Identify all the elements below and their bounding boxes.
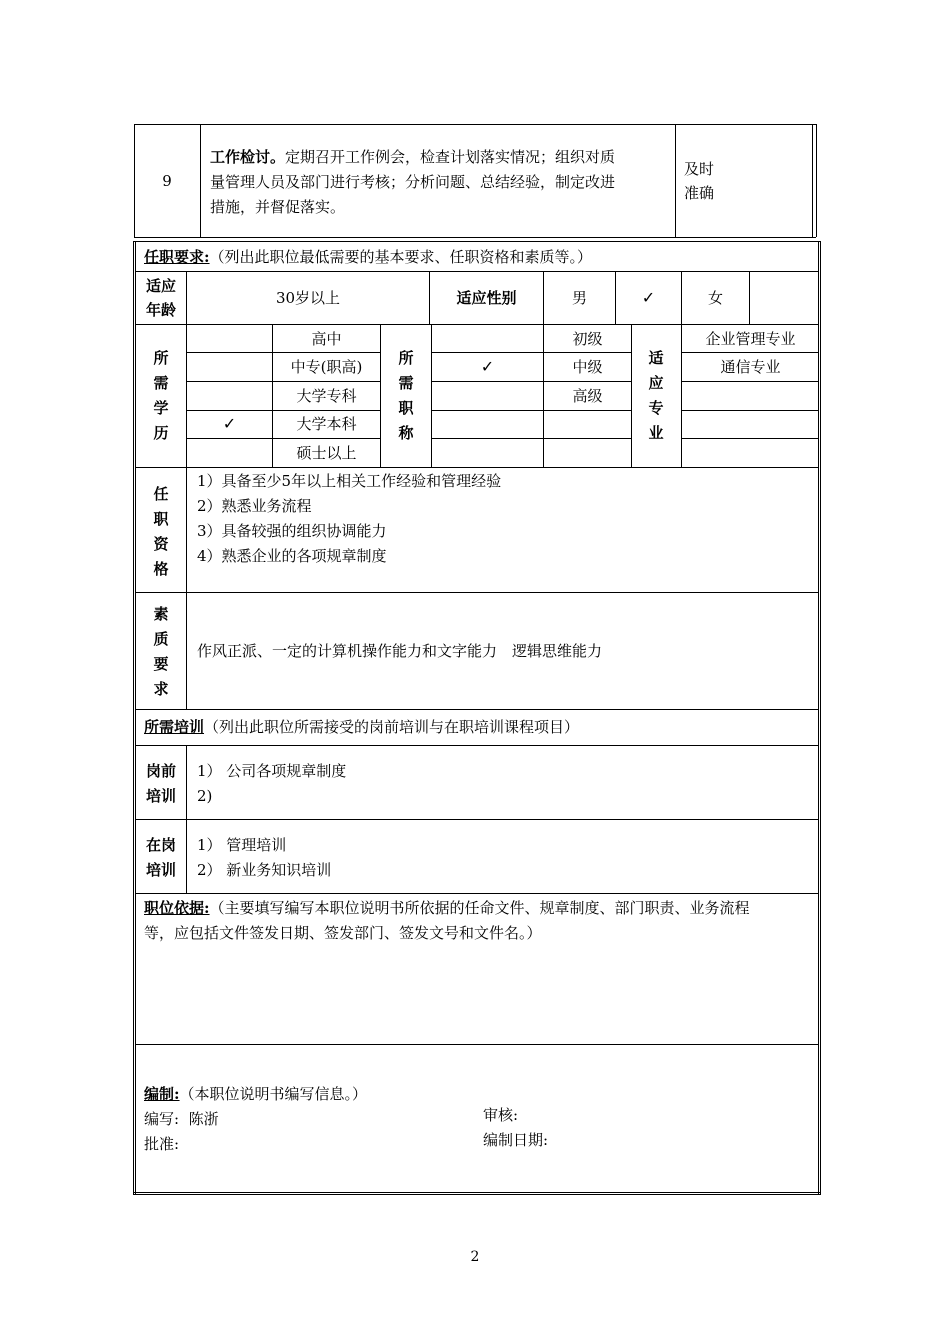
requirements-title: 任职要求: — [144, 248, 210, 266]
qualification-label: 任 职 资 格 — [153, 485, 169, 578]
education-check: ✓ — [222, 414, 237, 433]
page-number: 2 — [470, 1249, 480, 1265]
requirements-header — [144, 246, 592, 268]
pre-training-item: 2) — [197, 787, 213, 805]
basis-header — [144, 897, 750, 919]
education-level: 大学专科 — [296, 387, 357, 405]
reviewer-label: 审核: — [483, 1106, 519, 1124]
training-title: 所需培训 — [144, 718, 205, 736]
gender-label: 适应性别 — [456, 289, 517, 307]
title-label: 所 需 职 称 — [398, 349, 414, 442]
education-label: 所 需 学 历 — [153, 349, 169, 442]
education-level: 硕士以上 — [296, 444, 357, 462]
qualification-item: 3）具备较强的组织协调能力 — [197, 522, 387, 540]
task-standard-line1: 及时 — [684, 160, 715, 178]
gender-male-check: ✓ — [641, 288, 656, 307]
approver-label: 批准: — [144, 1135, 180, 1153]
major-item: 企业管理专业 — [705, 330, 796, 348]
training-header — [144, 716, 579, 738]
onjob-training-label-2: 培训 — [145, 861, 176, 879]
task-desc-line3: 措施，并督促落实。 — [210, 198, 346, 216]
age-value: 30岁以上 — [275, 289, 341, 307]
education-level: 中专(职高) — [290, 358, 363, 376]
basis-note-line2: 等，应包括文件签发日期、签发部门、签发文号和文件名。） — [144, 924, 542, 942]
training-note: （列出此职位所需接受的岗前培训与在职培训课程项目） — [204, 718, 580, 736]
task-title: 工作检讨。 — [210, 148, 286, 166]
gender-female: 女 — [707, 289, 723, 307]
pre-training-item: 1） 公司各项规章制度 — [197, 762, 347, 780]
task-number: 9 — [162, 172, 172, 190]
compile-note: （本职位说明书编写信息。） — [179, 1085, 368, 1103]
writer-line — [144, 1108, 219, 1130]
onjob-training-label-1: 在岗 — [145, 836, 176, 854]
major-item: 通信专业 — [720, 358, 781, 376]
quality-text: 作风正派、一定的计算机操作能力和文字能力 逻辑思维能力 — [197, 642, 603, 660]
qualification-item: 4）熟悉企业的各项规章制度 — [197, 547, 387, 565]
title-level: 高级 — [572, 387, 603, 405]
pre-training-label-2: 培训 — [145, 787, 176, 805]
task-standard-line2: 准确 — [684, 184, 715, 202]
education-level: 高中 — [311, 330, 342, 348]
age-label-1: 适应 — [145, 277, 176, 295]
writer-name: 陈浙 — [188, 1110, 219, 1128]
onjob-training-item: 2） 新业务知识培训 — [197, 861, 332, 879]
basis-title: 职位依据: — [144, 899, 210, 917]
requirements-note: （列出此职位最低需要的基本要求、任职资格和素质等。） — [209, 248, 593, 266]
age-label-2: 年龄 — [145, 301, 176, 319]
title-level: 中级 — [572, 358, 603, 376]
quality-label: 素 质 要 求 — [153, 605, 169, 698]
task-desc-line2: 量管理人员及部门进行考核；分析问题、总结经验，制定改进 — [210, 173, 616, 191]
onjob-training-item: 1） 管理培训 — [197, 836, 287, 854]
compile-header — [144, 1083, 367, 1105]
basis-note-line1: （主要填写编写本职位说明书所依据的任命文件、规章制度、部门职责、业务流程 — [209, 899, 750, 917]
qualification-item: 1）具备至少5年以上相关工作经验和管理经验 — [197, 472, 502, 490]
title-level: 初级 — [572, 330, 603, 348]
gender-male: 男 — [571, 289, 587, 307]
task-desc-line1: 工作检讨。定期召开工作例会，检查计划落实情况；组织对质 — [210, 148, 616, 166]
title-check: ✓ — [480, 357, 495, 376]
compile-date-label: 编制日期: — [483, 1131, 549, 1149]
education-level: 大学本科 — [296, 415, 357, 433]
qualification-item: 2）熟悉业务流程 — [197, 497, 312, 515]
pre-training-label-1: 岗前 — [145, 762, 176, 780]
compile-title: 编制: — [144, 1085, 180, 1103]
writer-label: 编写: — [144, 1110, 180, 1128]
major-label: 适 应 专 业 — [648, 349, 664, 442]
